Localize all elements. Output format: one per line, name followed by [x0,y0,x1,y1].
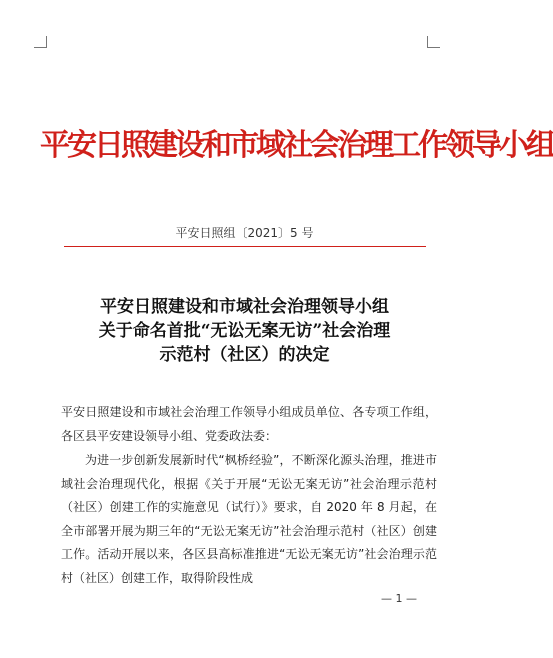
title-line-3: 示范村（社区）的决定 [159,345,330,365]
body-paragraph: 为进一步创新发展新时代“枫桥经验”，不断深化源头治理，推进市域社会治理现代化，根据《关于开展“无讼无案无访”社会治理示范村（社区）创建工作的实施意见（试行）》要求，自 2020 年 8 月起，在全市部署开展为期三年的“无讼无案无访”社会治理示范村（社区）创建工作。活动开展以来，各区县高标准推进“无讼无案无访”社会治理示范村（社区）创建工作，取得阶段性成 [61,453,437,585]
title-line-2: 关于命名首批“无讼无案无访”社会治理 [98,321,391,341]
document-title [0,295,489,367]
crop-mark-top-left-h [34,47,46,48]
crop-mark-top-left [46,36,47,48]
title-line-1: 平安日照建设和市域社会治理领导小组 [100,297,389,317]
document-number: 平安日照组〔2021〕5 号 [175,226,314,240]
addressee-paragraph: 平安日照建设和市域社会治理工作领导小组成员单位、各专项工作组，各区县平安建设领导小组、党委政法委： [61,405,437,443]
red-separator-line [64,246,426,247]
crop-mark-top-right-h [428,47,440,48]
page-number: — 1 — [381,592,417,605]
red-header-org-title: 平安日照建设和市域社会治理工作领导小组 [40,128,553,163]
